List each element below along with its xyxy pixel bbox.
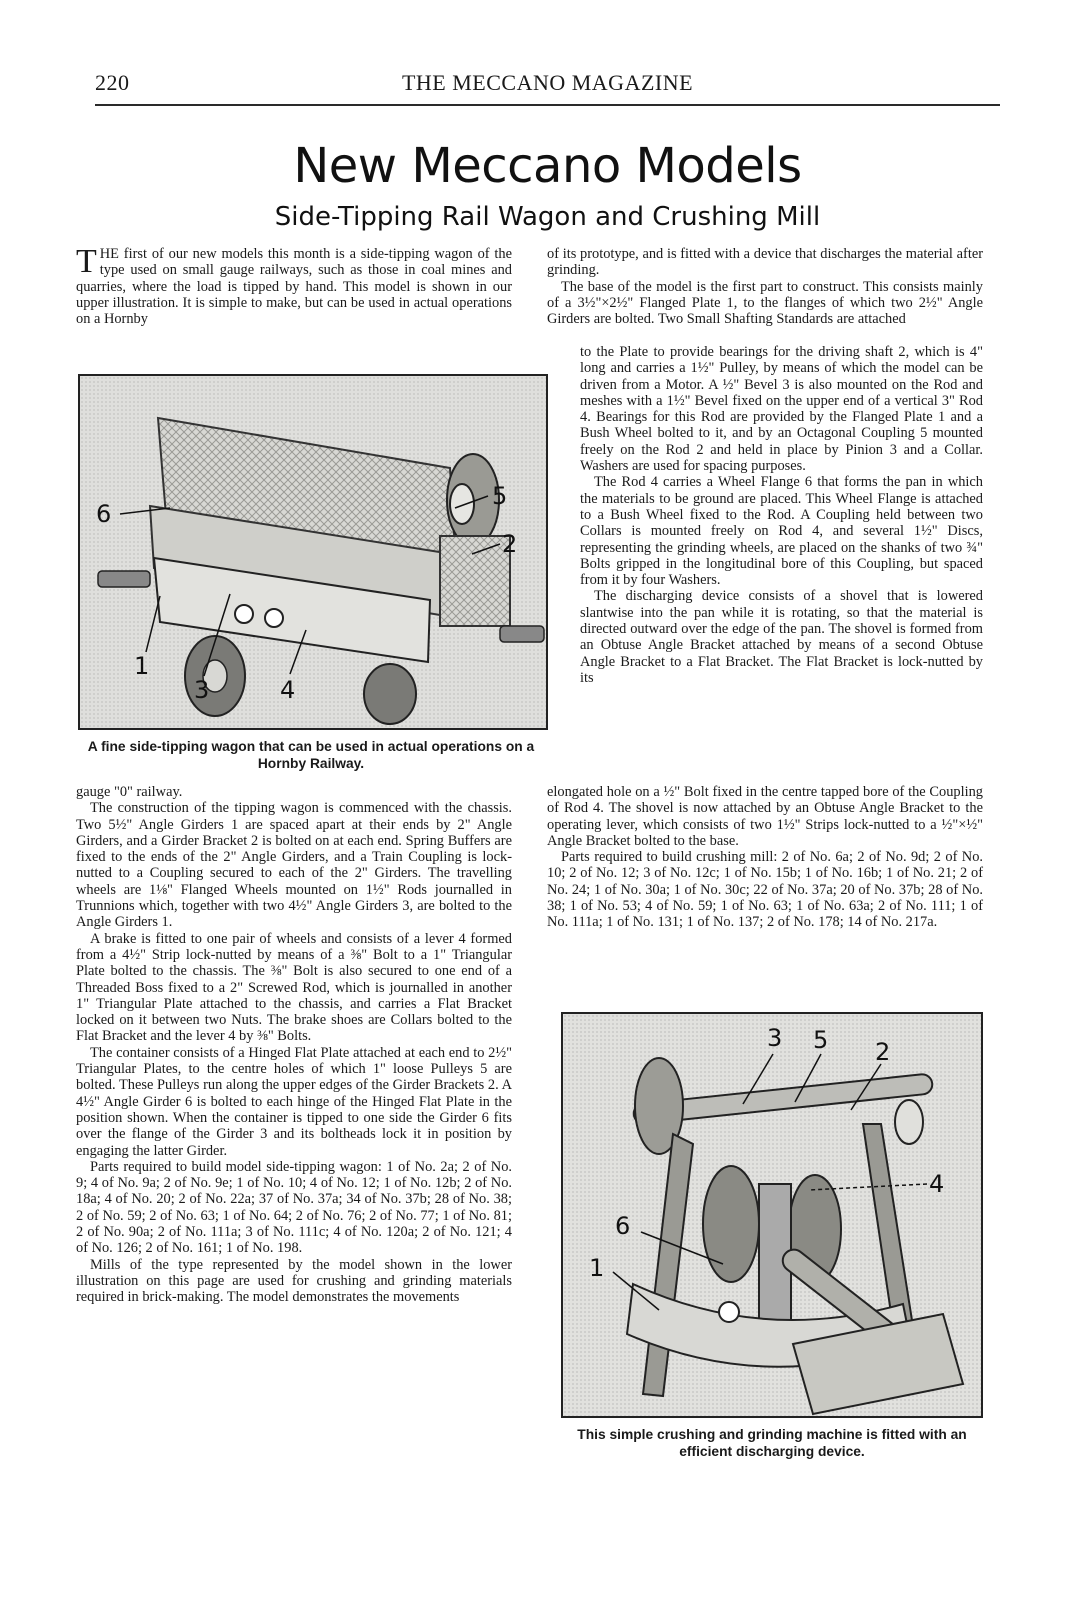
paragraph: The base of the model is the first part to construct. This consists mainly of a 3½"×2½" Flanged Plate 1, to the flanges of which two 2½" Angle Girders are bolted. Two Small Shafting Standards are attached xyxy=(547,278,983,328)
intro-paragraph xyxy=(76,243,512,328)
magazine-title: THE MECCANO MAGAZINE xyxy=(401,70,694,95)
right-column-bottom xyxy=(547,784,983,931)
left-column-body xyxy=(76,784,512,1306)
drop-cap: T xyxy=(76,243,97,280)
callout-5: 5 xyxy=(492,482,508,510)
intro-paragraph-block xyxy=(76,243,512,328)
paragraph: of its prototype, and is fitted with a device that discharges the material after grinding. xyxy=(547,246,983,279)
header-rule xyxy=(95,104,1000,106)
paragraph: A brake is fitted to one pair of wheels and consists of a lever 4 formed from a 4½" Strip lock-nutted by means of a ⅜" Bolt to a 1" Triangular Plate bolted to the chassis. The ⅜" Bolt is also secured to one end of a Threaded Boss fixed to a 2" Screwed Rod, which is journalled in another 1" Triangular Plate attached to the chassis, and carries a Flat Bracket locked on it between two Nuts. The brake shoes are Collars bolted to the Flat Bracket and the lever 4 by ⅜" Bolts. xyxy=(76,930,512,1045)
right-column-top xyxy=(547,246,983,327)
callout-6: 6 xyxy=(615,1212,631,1240)
paragraph: to the Plate to provide bearings for the driving shaft 2, which is 4" long and carries a 1½" Pulley, by means of which the model can be driven from a Motor. A ½" Bevel 3 is also mounted on the Rod and meshes with a 1½" Bevel fixed on the upper end of a vertical 3" Rod 4. Bearings for this Rod are provided by the Flanged Plate 1 and a Bush Wheel bolted to it, and by an Octagonal Coupling 5 mounted freely on the Rod 2 and held in place by Pinion 3 and a Collar. Washers are used for spacing purposes. xyxy=(580,344,983,475)
callout-3: 3 xyxy=(767,1024,783,1052)
article-title: New Meccano Models xyxy=(293,138,802,194)
callout-1: 1 xyxy=(134,652,150,680)
callout-4: 4 xyxy=(280,676,296,704)
wagon-photo xyxy=(78,374,548,730)
paragraph: The construction of the tipping wagon is commenced with the chassis. Two 5½" Angle Girders 1 are spaced apart at their ends by 2" Angle Girders, and a Girder Bracket 2 is bolted on at each end. Spring Buffers are fixed to the ends of the 2" Angle Girders, and a Train Coupling is lock-nutted to a Coupling secured to each of the 2" Girders. The travelling wheels are 1⅛" Flanged Wheels mounted on 1½" Rods journalled in Trunnions which, together with two 4½" Angle Girders 3, are bolted to the Angle Girders 1. xyxy=(76,800,512,931)
page-header xyxy=(95,70,1000,102)
paragraph: Parts required to build model side-tipping wagon: 1 of No. 2a; 2 of No. 9; 4 of No. 9a; 2 of No. 9e; 1 of No. 10; 4 of No. 12; 1 of No. 12b; 2 of No. 18a; 4 of No. 20; 2 of No. 22a; 37 of No. 37a; 34 of No. 37b; 28 of No. 38; 2 of No. 59; 2 of No. 63; 1 of No. 64; 2 of No. 76; 2 of No. 77; 1 of No. 81; 2 of No. 90a; 2 of No. 111a; 3 of No. 111c; 4 of No. 120a; 2 of No. 121; 4 of No. 126; 2 of No. 161; 1 of No. 198. xyxy=(76,1158,512,1257)
paragraph: Mills of the type represented by the model shown in the lower illustration on this page are used for crushing and grinding materials required in brick-making. The model demonstrates the movements xyxy=(76,1256,512,1306)
callout-4: 4 xyxy=(929,1170,945,1198)
article-subtitle: Side-Tipping Rail Wagon and Crushing Mill xyxy=(274,202,821,232)
callout-3: 3 xyxy=(194,676,210,704)
paragraph: The container consists of a Hinged Flat Plate attached at each end to 2½" Triangular Plates, to the centre holes of which 1" loose Pulleys 5 are bolted. These Pulleys run along the upper edges of the Girder Brackets 2. A 4½" Angle Girder 6 is bolted to each hinge of the Hinged Flat Plate in the position shown. When the container is tipped to one side the Girder 6 fits over the flange of the Girder 3 and its boltheads lock it in position by engaging the latter Girder. xyxy=(76,1044,512,1159)
intro-text: HE first of our new models this month is a side-tipping wagon of the type used on small gauge railways, such as those in coal mines and quarries, where the load is tipped by hand. This model is shown in our upper illustration. It is simple to make, but can be used in actual operations on a Hornby xyxy=(76,246,512,328)
wagon-illustration xyxy=(80,376,546,728)
paragraph: gauge "0" railway. xyxy=(76,784,183,800)
paragraph: elongated hole on a ½" Bolt fixed in the centre tapped bore of the Coupling of Rod 4. The shovel is now attached by an Obtuse Angle Bracket to the operating lever, which consists of two 1½" Strips lock-nutted to a ½"×½" Angle Bracket bolted to the base. xyxy=(547,784,983,849)
paragraph: The discharging device consists of a shovel that is lowered slantwise into the pan while it is rotating, so that the material is directed outward over the edge of the pan. The shovel is formed from an Obtuse Angle Bracket attached by means of a second Obtuse Angle Bracket to a Flat Bracket. The Flat Bracket is lock-nutted by its xyxy=(580,588,983,686)
callout-5: 5 xyxy=(813,1026,829,1054)
wagon-caption: A fine side-tipping wagon that can be used in actual operations on a Hornby Railway. xyxy=(87,739,535,771)
right-column-indented xyxy=(580,344,983,686)
crushing-mill-illustration xyxy=(563,1014,981,1416)
callout-2: 2 xyxy=(875,1038,891,1066)
page-number: 220 xyxy=(95,70,130,95)
crushing-mill-photo xyxy=(561,1012,983,1418)
crushing-mill-caption: This simple crushing and grinding machine is fitted with an efficient discharging device. xyxy=(577,1427,967,1459)
callout-1: 1 xyxy=(589,1254,605,1282)
callout-6: 6 xyxy=(96,500,112,528)
paragraph: The Rod 4 carries a Wheel Flange 6 that forms the pan in which the materials to be ground are placed. This Wheel Flange is attached to a Bush Wheel fixed to the Rod. A Coupling held between two Collars is mounted freely on Rod 4, and several 1½" Discs, representing the grinding wheels, are placed on the shanks of two ¾" Bolts gripped in the longitudinal bore of this Coupling, but spaced from it by four Washers. xyxy=(580,474,983,589)
paragraph: Parts required to build crushing mill: 2 of No. 6a; 2 of No. 9d; 2 of No. 10; 2 of No. 12; 3 of No. 12c; 1 of No. 15b; 1 of No. 16b; 1 of No. 21; 2 of No. 24; 1 of No. 30a; 1 of No. 30c; 22 of No. 37a; 20 of No. 37b; 28 of No. 38; 1 of No. 53; 4 of No. 59; 1 of No. 63; 1 of No. 63a; 2 of No. 111; 1 of No. 111a; 1 of No. 131; 1 of No. 137; 2 of No. 178; 14 of No. 217a. xyxy=(547,849,983,931)
callout-2: 2 xyxy=(502,530,518,558)
